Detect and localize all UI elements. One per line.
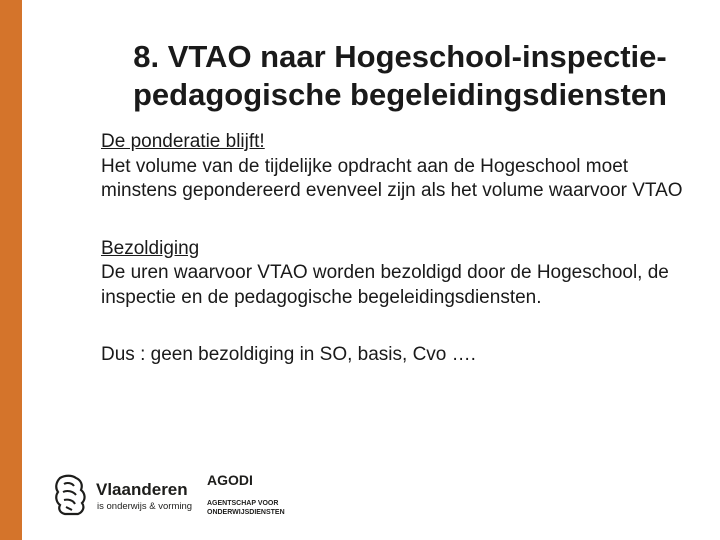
slide-title [120,38,680,114]
section-body-bezoldiging: De uren waarvoor VTAO worden bezoldigd door de Hogeschool, de inspectie en de pedagogische begeleidingsdiensten. [101,262,669,308]
conclusion-text: Dus : geen bezoldiging in SO, basis, Cvo …. [101,344,476,365]
agodi-name: AGODI [207,472,253,488]
vlaanderen-name: Vlaanderen [96,480,188,499]
flemish-lion-icon [50,472,90,516]
agodi-logo [207,472,327,522]
agodi-sub-line-1: AGENTSCHAP VOOR [207,500,279,507]
accent-side-bar [0,0,22,540]
agodi-subtitle [207,499,317,517]
agodi-sub-line-2: ONDERWIJSDIENSTEN [207,509,285,516]
vlaanderen-tagline: is onderwijs & vorming [97,501,193,512]
slide-content [101,130,701,368]
title-line-2: pedagogische begeleidingsdiensten [133,77,667,112]
section-body-ponderatie: Het volume van de tijdelijke opdracht aan de Hogeschool moet minstens gepondereerd evenveel zijn als het volume waarvoor VTAO [101,155,683,201]
spacer [101,204,701,237]
section-heading-ponderatie: De ponderatie blijft! [101,131,265,152]
section-heading-bezoldiging: Bezoldiging [101,237,200,259]
vlaanderen-logo [50,470,210,520]
title-line-1: 8. VTAO naar Hogeschool-inspectie- [133,39,667,74]
spacer [101,310,701,343]
